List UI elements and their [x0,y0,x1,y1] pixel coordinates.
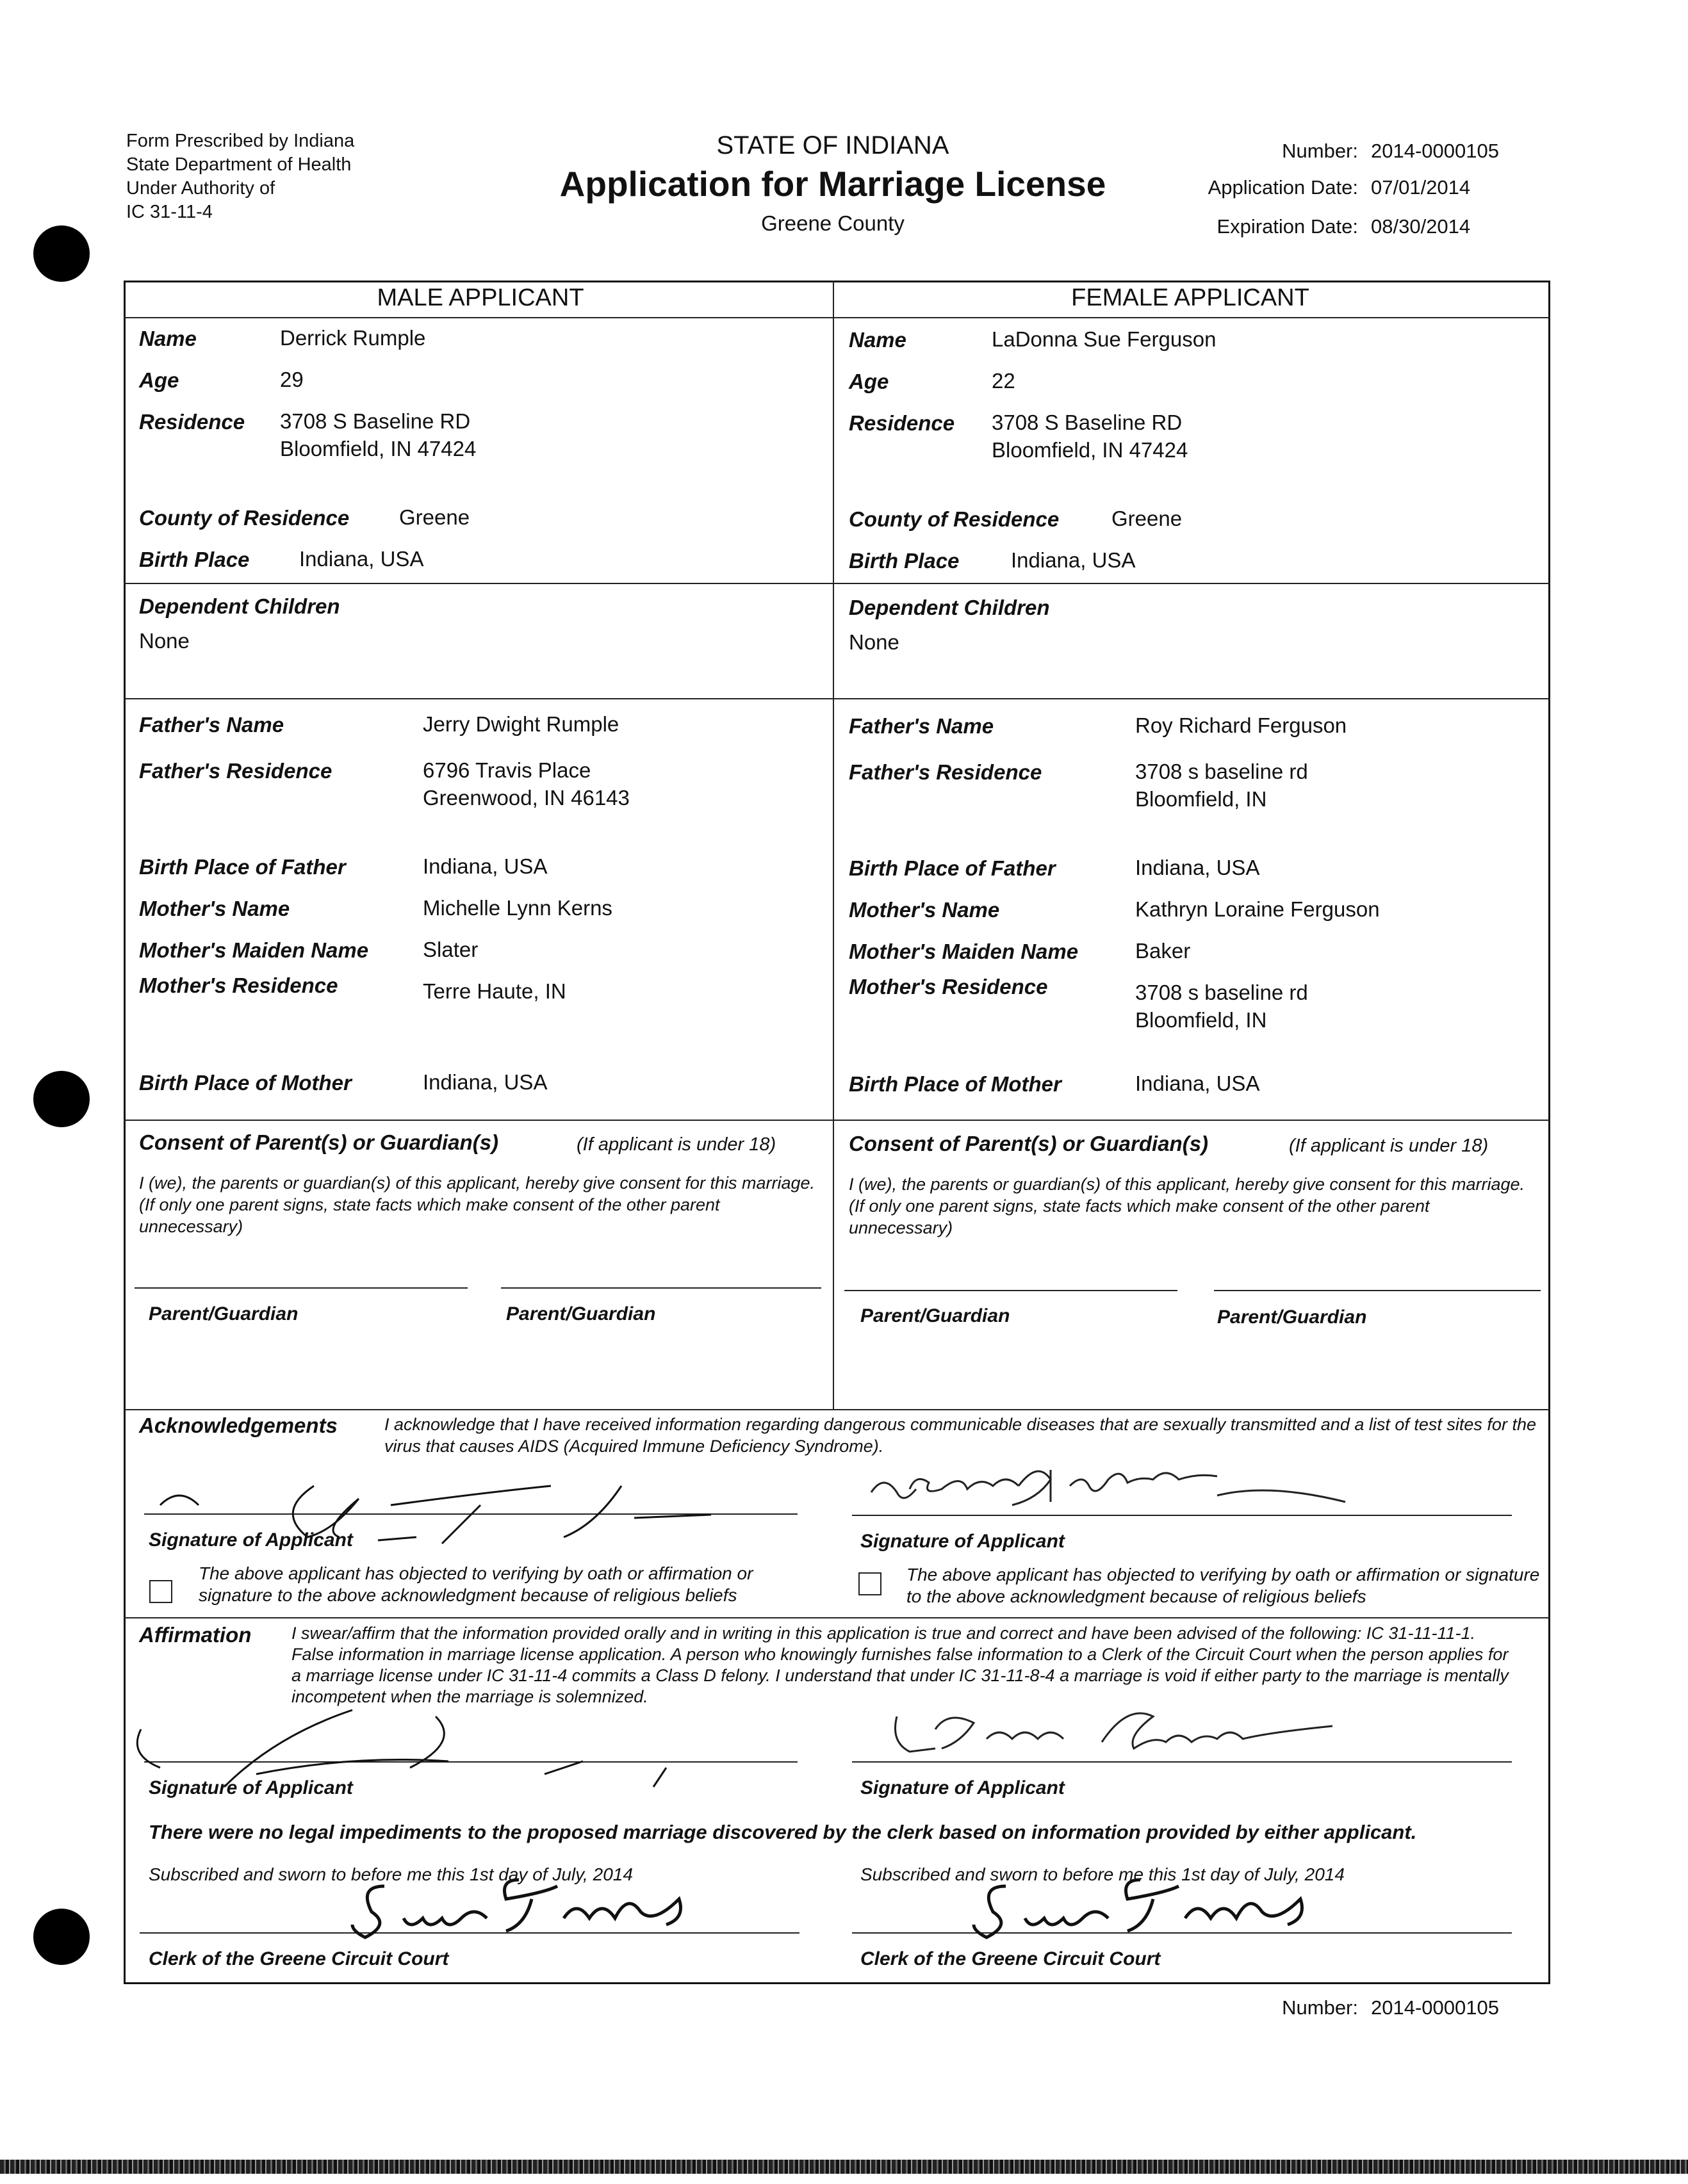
male-name-label: Name [139,327,197,350]
county-heading: Greene County [761,211,905,235]
male-name: Derrick Rumple [280,326,426,350]
punch-hole-top [33,225,90,282]
female-subscribed-text: Subscribed and sworn to before me this 1st day of July, 2014 [860,1864,1345,1884]
female-residence [992,409,1188,464]
female-parent-guardian-label: Parent/Guardian [1217,1307,1367,1328]
male-residence-label: Residence [139,410,245,434]
female-birth-place-mother-label: Birth Place of Mother [849,1072,1061,1096]
parent-guardian-line [501,1287,821,1289]
male-fathers-name: Jerry Dwight Rumple [423,712,619,736]
number-label: Number: [1282,140,1358,162]
section-rule [124,583,1550,584]
punch-hole-bottom [33,1909,90,1965]
acknowledgements-text: I acknowledge that I have received information regarding dangerous communicable diseases that are sexually transmitted and a list of test sites for the virus that causes AIDS (Acquired Immune Deficiency Syndrome). [384,1415,1536,1456]
female-county-label: County of Residence [849,507,1060,531]
male-applicant-heading: MALE APPLICANT [377,284,584,311]
scan-edge-artifact [0,2160,1688,2174]
parent-guardian-line [1214,1290,1541,1291]
expiration-date: 08/30/2014 [1371,215,1471,238]
female-objection-text: The above applicant has objected to verifying by oath or affirmation or signature to the above acknowledgment because of religious beliefs [906,1565,1540,1606]
female-clerk-signature [967,1867,1326,1944]
male-age-label: Age [139,368,179,392]
footer-number-label: Number: [1282,1996,1358,2019]
male-ack-signature [147,1447,788,1544]
female-clerk-label: Clerk of the Greene Circuit Court [860,1948,1161,1969]
male-birth-place-label: Birth Place [139,548,250,571]
female-consent-note: (If applicant is under 18) [1289,1136,1489,1156]
male-birth-place: Indiana, USA [299,547,424,571]
no-impediments-statement: There were no legal impediments to the proposed marriage discovered by the clerk based on information provided by either applicant. [149,1821,1417,1843]
column-divider [833,281,834,1410]
female-fathers-residence [1135,758,1308,813]
female-dependent-children: None [849,630,899,654]
female-county: Greene [1111,507,1183,530]
address-line: 3708 s baseline rd [1135,981,1308,1004]
female-age-label: Age [849,370,889,393]
parent-guardian-line [135,1287,468,1289]
male-mothers-name-label: Mother's Name [139,897,290,920]
male-mothers-residence: Terre Haute, IN [423,979,566,1003]
authority-line: Form Prescribed by Indiana [126,131,355,151]
male-dependent-children-label: Dependent Children [139,594,340,618]
expiration-date-label: Expiration Date: [1217,215,1358,238]
authority-line: Under Authority of [126,178,275,199]
address-line: 3708 s baseline rd [1135,760,1308,783]
male-consent-text: I (we), the parents or guardian(s) of this applicant, hereby give consent for this marriage. (If only one parent signs, state facts which make consent of the other parent unnecessary) [139,1173,815,1236]
punch-hole-middle [33,1071,90,1127]
male-consent-heading: Consent of Parent(s) or Guardian(s) [139,1130,499,1154]
male-fathers-residence [423,756,630,811]
female-name: LaDonna Sue Ferguson [992,327,1217,351]
male-mothers-residence-label: Mother's Residence [139,974,338,997]
address-line: Greenwood, IN 46143 [423,786,630,810]
female-mothers-residence-label: Mother's Residence [849,975,1048,998]
female-ack-signature-label: Signature of Applicant [860,1531,1065,1552]
male-birth-place-father: Indiana, USA [423,854,548,878]
section-rule [124,1409,1550,1410]
male-parent-guardian-label: Parent/Guardian [506,1303,656,1324]
acknowledgements-heading: Acknowledgements [139,1414,338,1437]
footer-number: 2014-0000105 [1371,1996,1499,2019]
female-parent-guardian-label: Parent/Guardian [860,1305,1010,1326]
female-mothers-name-label: Mother's Name [849,898,1000,922]
application-date: 07/01/2014 [1371,176,1471,199]
female-fathers-name-label: Father's Name [849,714,994,738]
female-birth-place: Indiana, USA [1011,548,1136,572]
male-consent-note: (If applicant is under 18) [577,1134,776,1155]
male-birth-place-mother-label: Birth Place of Mother [139,1071,352,1095]
female-name-label: Name [849,328,906,352]
authority-line: IC 31-11-4 [126,202,213,222]
female-applicant-heading: FEMALE APPLICANT [1071,284,1309,311]
male-parent-guardian-label: Parent/Guardian [149,1303,299,1324]
license-number: 2014-0000105 [1371,140,1499,162]
male-fathers-name-label: Father's Name [139,713,284,737]
state-heading: STATE OF INDIANA [716,131,949,159]
male-objection-text: The above applicant has objected to verifying by oath or affirmation or signature to the above acknowledgment because of religious beliefs [199,1563,753,1605]
section-rule [124,1617,1550,1618]
female-ack-signature-line [852,1515,1512,1516]
male-county-label: County of Residence [139,506,350,530]
page-title: Application for Marriage License [559,164,1106,204]
female-age: 22 [992,369,1015,393]
male-mothers-maiden: Slater [423,938,479,961]
section-rule [124,698,1550,699]
female-fathers-name: Roy Richard Ferguson [1135,713,1347,737]
female-consent-text: I (we), the parents or guardian(s) of this applicant, hereby give consent for this marriage. (If only one parent signs, state facts which make consent of the other parent unnecessary) [849,1175,1525,1237]
male-dependent-children: None [139,629,190,653]
male-mothers-maiden-label: Mother's Maiden Name [139,938,369,962]
address-line: 6796 Travis Place [423,758,591,782]
female-dependent-children-label: Dependent Children [849,596,1050,619]
male-clerk-signature [346,1867,717,1944]
affirmation-heading: Affirmation [139,1623,252,1647]
female-consent-heading: Consent of Parent(s) or Guardian(s) [849,1132,1209,1155]
address-line: Bloomfield, IN [1135,1008,1267,1032]
address-line: Bloomfield, IN [1135,787,1267,811]
male-mothers-name: Michelle Lynn Kerns [423,896,612,920]
female-fathers-residence-label: Father's Residence [849,760,1042,784]
male-clerk-label: Clerk of the Greene Circuit Court [149,1948,449,1969]
female-affirmation-signature-line [852,1761,1512,1763]
male-age: 29 [280,368,304,391]
column-header-rule [124,317,1550,318]
male-affirmation-signature-label: Signature of Applicant [149,1777,353,1798]
male-ack-signature-label: Signature of Applicant [149,1529,353,1551]
female-mothers-name: Kathryn Loraine Ferguson [1135,897,1380,921]
female-mothers-maiden-label: Mother's Maiden Name [849,940,1079,963]
female-residence-label: Residence [849,411,955,435]
female-ack-signature [858,1457,1358,1515]
male-residence [280,407,476,462]
female-mothers-residence [1135,979,1308,1034]
address-line: 3708 S Baseline RD [992,411,1183,434]
female-affirmation-signature-label: Signature of Applicant [860,1777,1065,1798]
address-line: Bloomfield, IN 47424 [280,437,477,460]
male-county: Greene [399,505,470,529]
address-line: 3708 S Baseline RD [280,409,471,433]
female-birth-place-father: Indiana, USA [1135,856,1260,879]
male-birth-place-father-label: Birth Place of Father [139,855,346,879]
female-birth-place-mother: Indiana, USA [1135,1072,1260,1095]
male-objection-checkbox[interactable] [149,1580,172,1603]
parent-guardian-line [844,1290,1177,1291]
female-mothers-maiden: Baker [1135,939,1191,963]
female-birth-place-label: Birth Place [849,549,960,573]
affirmation-text: I swear/affirm that the information provided orally and in writing in this application is true and correct and have been advised of the following: IC 31-11-11-1. False information in marriage license application. A person who knowingly furnishes false information to a Clerk of the Circuit Court when the person applies for a marriage license under IC 31-11-4 commits a Class D felony. I understand that under IC 31-11-8-4 a marriage is void if either party to the marriage is mentally incompetent when the marriage is solemnized. [291,1624,1509,1706]
female-affirmation-signature [884,1704,1384,1761]
application-date-label: Application Date: [1208,176,1358,199]
form-authority [126,129,354,224]
authority-line: State Department of Health [126,154,352,175]
male-subscribed-text: Subscribed and sworn to before me this 1st day of July, 2014 [149,1864,633,1884]
male-birth-place-mother: Indiana, USA [423,1070,548,1094]
address-line: Bloomfield, IN 47424 [992,438,1188,462]
section-rule [124,1120,1550,1121]
female-objection-checkbox[interactable] [858,1572,881,1595]
male-affirmation-signature [128,1691,705,1793]
male-fathers-residence-label: Father's Residence [139,759,332,783]
female-birth-place-father-label: Birth Place of Father [849,856,1056,880]
